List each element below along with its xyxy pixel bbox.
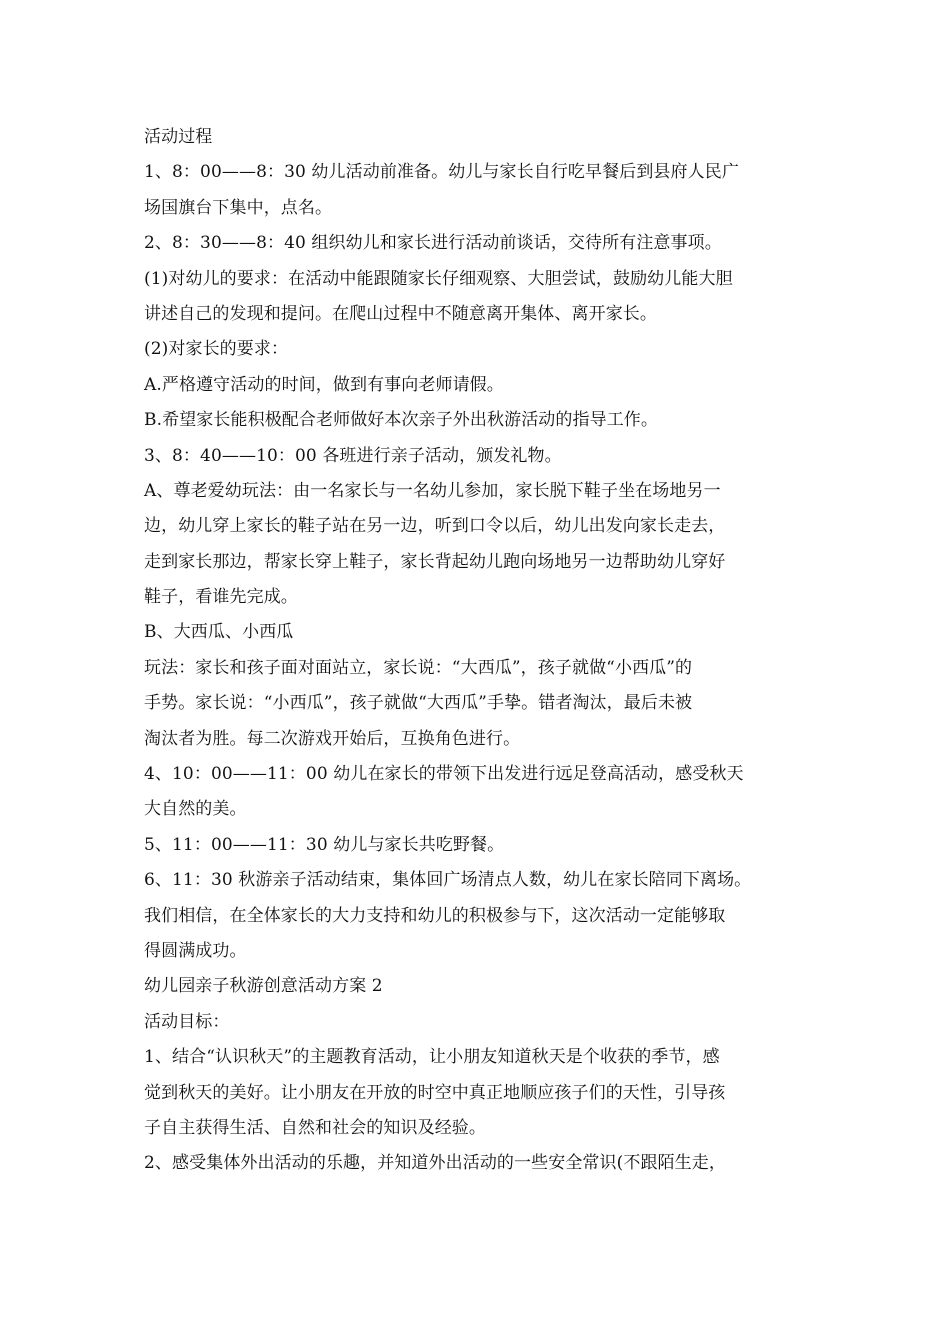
text-line: 6、11：30 秋游亲子活动结束，集体回广场清点人数，幼儿在家长陪同下离场。: [144, 870, 752, 891]
section-heading: 活动过程: [144, 127, 213, 147]
text-line: A.严格遵守活动的时间，做到有事向老师请假。: [144, 374, 504, 395]
text-line: (1)对幼儿的要求：在活动中能跟随家长仔细观察、大胆尝试，鼓励幼儿能大胆: [144, 268, 733, 289]
text-line: 走到家长那边，帮家长穿上鞋子，家长背起幼儿跑向场地另一边帮助幼儿穿好: [144, 551, 726, 572]
text-line: B.希望家长能积极配合老师做好本次亲子外出秋游活动的指导工作。: [144, 410, 658, 431]
text-line: 大自然的美。: [144, 799, 247, 820]
text-line: 得圆满成功。: [144, 940, 247, 961]
text-line: 5、11：00——11：30 幼儿与家长共吃野餐。: [144, 834, 505, 855]
text-line: 1、8：00——8：30 幼儿活动前准备。幼儿与家长自行吃早餐后到县府人民广: [144, 162, 739, 183]
text-line: 我们相信，在全体家长的大力支持和幼儿的积极参与下，这次活动一定能够取: [144, 905, 726, 926]
text-line: 2、感受集体外出活动的乐趣，并知道外出活动的一些安全常识(不跟陌生走，: [144, 1153, 726, 1174]
text-line: 觉到秋天的美好。让小朋友在开放的时空中真正地顺应孩子们的天性，引导孩: [144, 1082, 726, 1103]
document-body: [144, 120, 824, 1182]
text-line: 场国旗台下集中，点名。: [144, 197, 333, 218]
text-line: 子自主获得生活、自然和社会的知识及经验。: [144, 1117, 486, 1138]
text-line: 讲述自己的发现和提问。在爬山过程中不随意离开集体、离开家长。: [144, 303, 657, 324]
section-heading: 幼儿园亲子秋游创意活动方案 2: [144, 976, 383, 997]
text-line: 鞋子，看谁先完成。: [144, 587, 298, 608]
text-line: B、大西瓜、小西瓜: [144, 622, 294, 643]
text-line: 4、10：00——11：00 幼儿在家长的带领下出发进行远足登高活动，感受秋天: [144, 764, 744, 785]
text-line: 边，幼儿穿上家长的鞋子站在另一边，听到口令以后，幼儿出发向家长走去，: [144, 516, 726, 537]
text-line: 淘汰者为胜。每二次游戏开始后，互换角色进行。: [144, 728, 521, 749]
text-line: 1、结合“认识秋天”的主题教育活动，让小朋友知道秋天是个收获的季节，感: [144, 1047, 720, 1068]
text-line: 手势。家长说：“小西瓜”，孩子就做“大西瓜”手挚。错者淘汰，最后未被: [144, 693, 693, 714]
text-line: (2)对家长的要求：: [144, 339, 289, 360]
text-line: 3、8：40——10：00 各班进行亲子活动，颁发礼物。: [144, 445, 562, 466]
text-line: 玩法：家长和孩子面对面站立，家长说：“大西瓜”，孩子就做“小西瓜”的: [144, 657, 693, 678]
text-line: A、尊老爱幼玩法：由一名家长与一名幼儿参加，家长脱下鞋子坐在场地另一: [144, 480, 721, 501]
text-line: 活动目标：: [144, 1011, 230, 1032]
text-line: 2、8：30——8：40 组织幼儿和家长进行活动前谈话，交待所有注意事项。: [144, 233, 722, 254]
